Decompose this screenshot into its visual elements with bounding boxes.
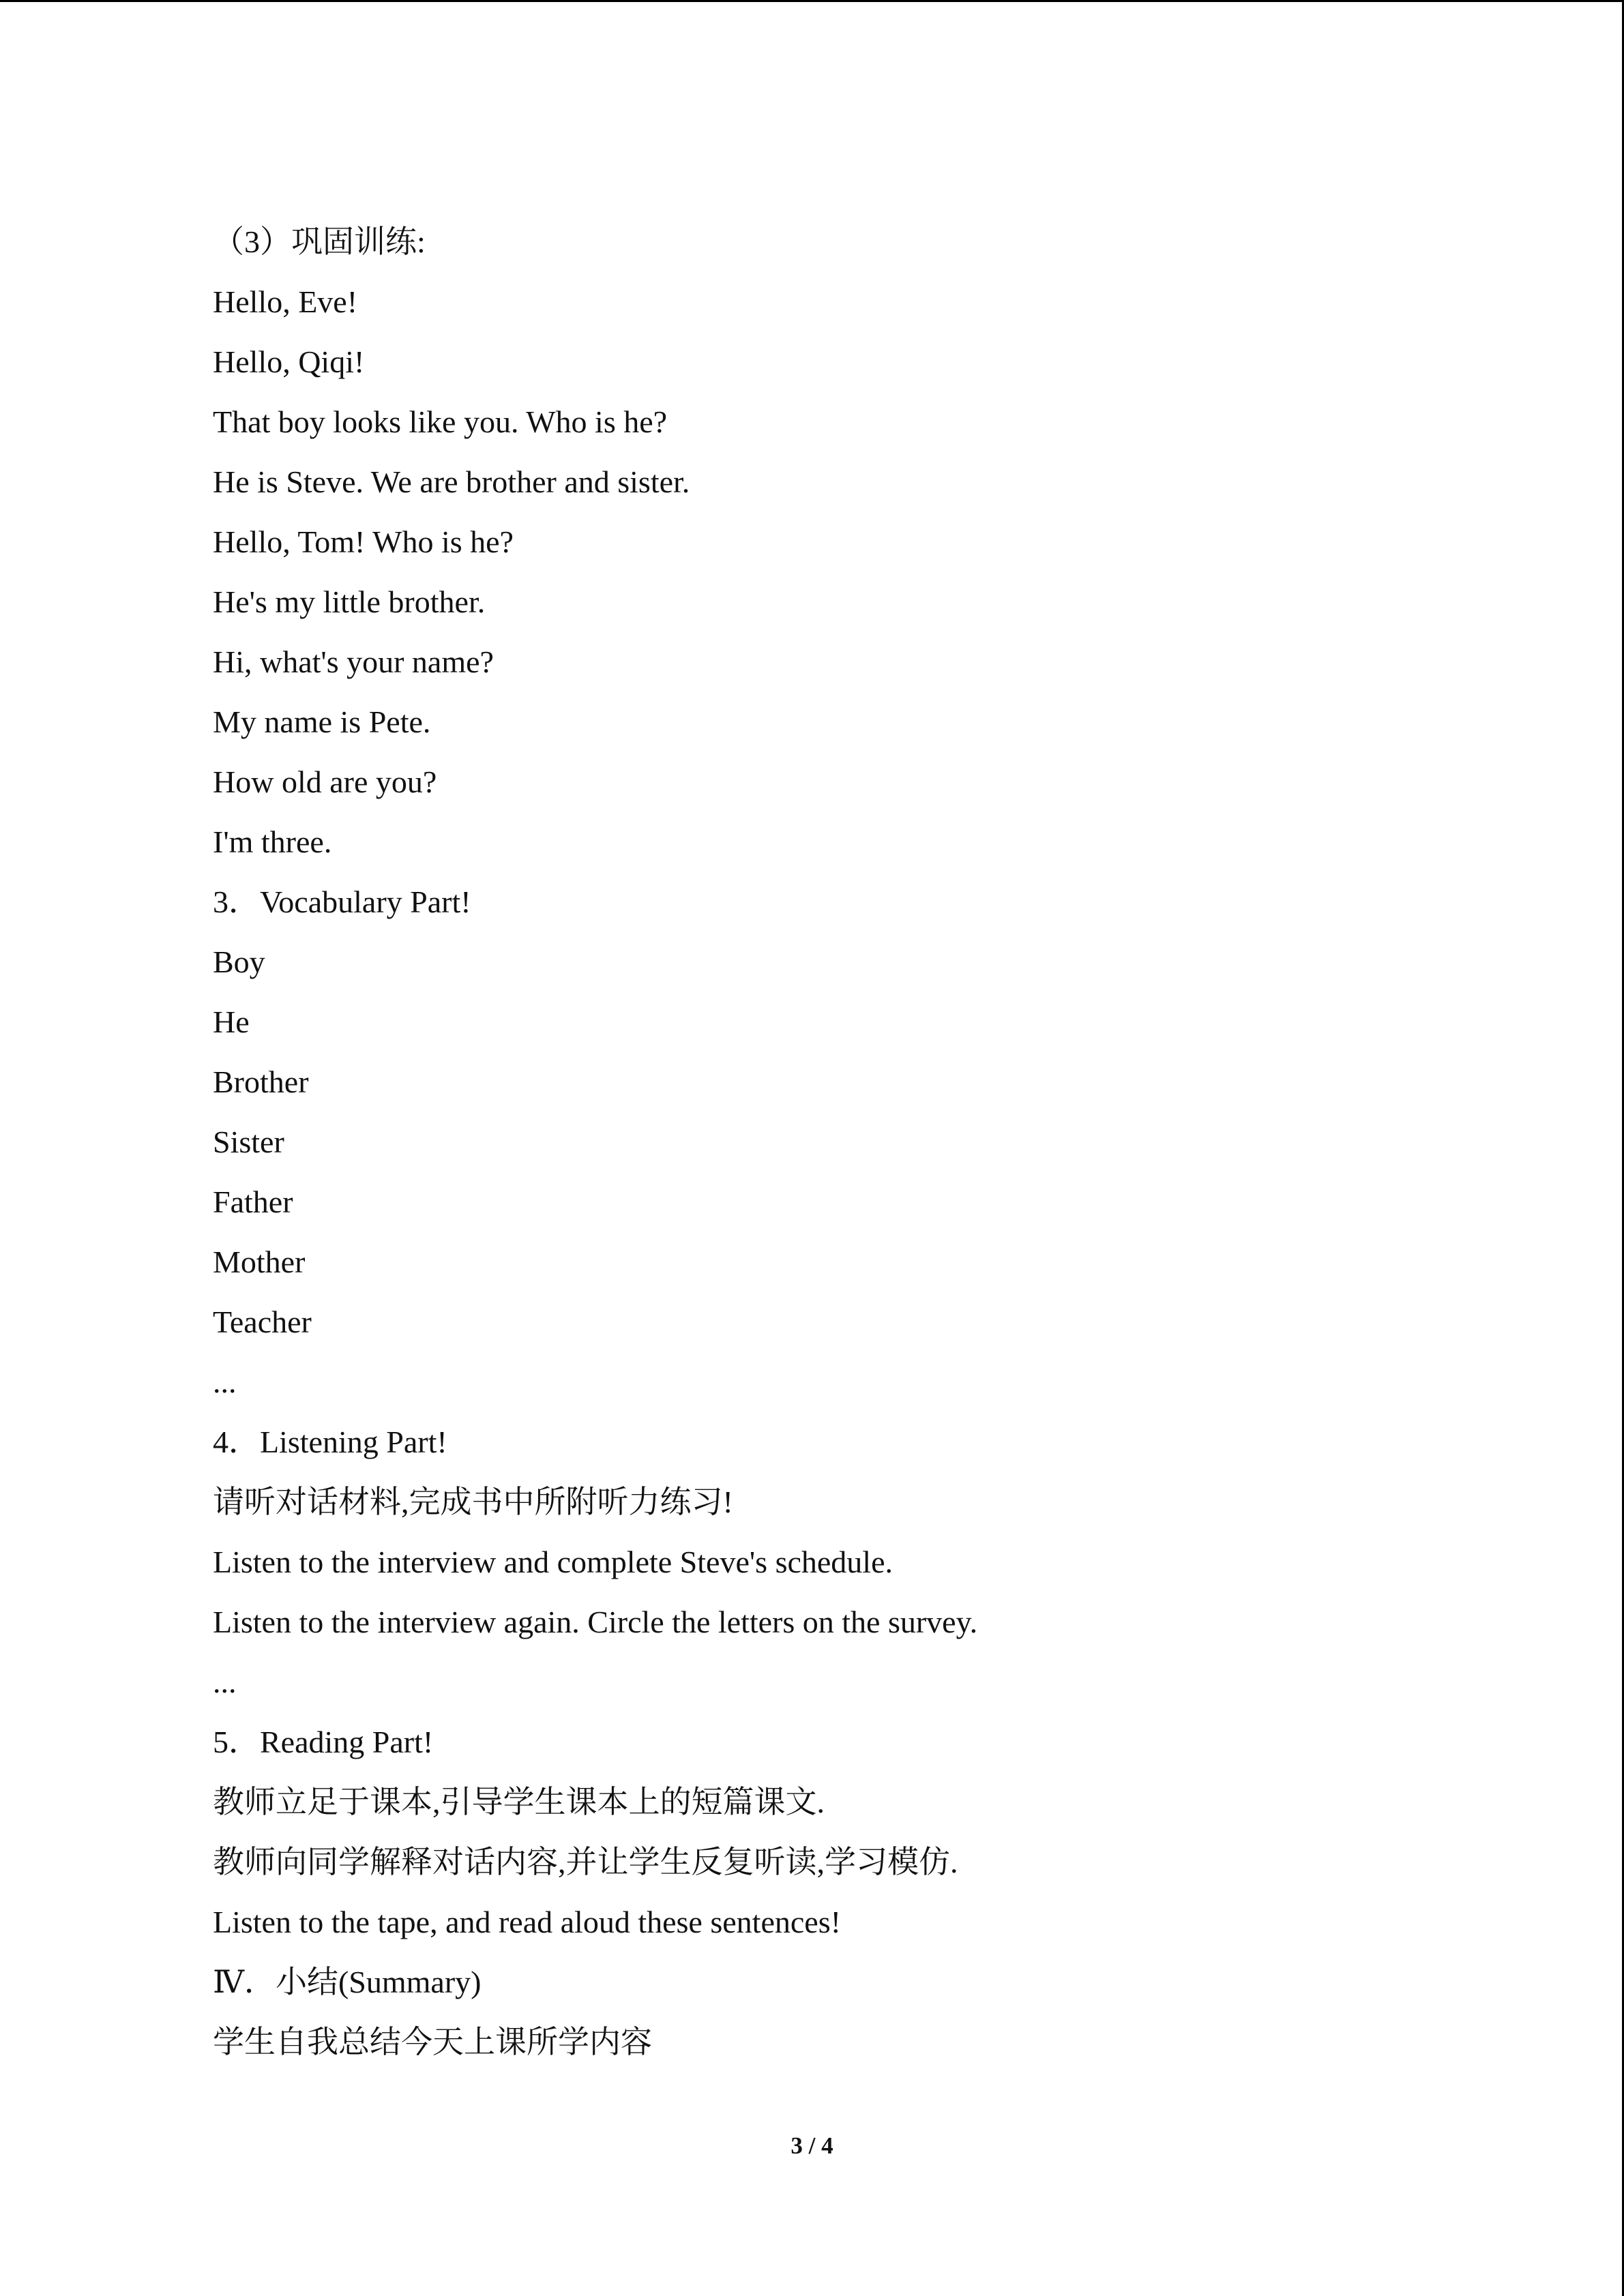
- subsection-heading-consolidation: （3）巩固训练:: [213, 224, 426, 259]
- section-heading-listening: 4．Listening Part!: [213, 1425, 447, 1459]
- dialogue-line: Hello, Eve!: [213, 284, 358, 319]
- section-heading-vocabulary: 3．Vocabulary Part!: [213, 884, 471, 919]
- vocabulary-item: He: [213, 1004, 250, 1039]
- paragraph: Listen to the interview again. Circle the letters on the survey.: [213, 1605, 978, 1639]
- vocabulary-item: Mother: [213, 1244, 306, 1279]
- ellipsis: ...: [213, 1665, 237, 1699]
- dialogue-line: I'm three.: [213, 824, 332, 859]
- section-heading-reading: 5．Reading Part!: [213, 1725, 434, 1759]
- dialogue-line: Hello, Qiqi!: [213, 344, 365, 379]
- vocabulary-item: Sister: [213, 1124, 284, 1159]
- paragraph: 教师立足于课本,引导学生课本上的短篇课文.: [213, 1785, 825, 1819]
- vocabulary-item: Father: [213, 1184, 293, 1219]
- dialogue-line: Hi, what's your name?: [213, 644, 494, 679]
- paragraph: 教师向同学解释对话内容,并让学生反复听读,学习模仿.: [213, 1845, 958, 1879]
- vocabulary-item: Teacher: [213, 1304, 312, 1339]
- paragraph: Listen to the interview and complete Steve's schedule.: [213, 1545, 893, 1579]
- dialogue-line: My name is Pete.: [213, 704, 431, 739]
- paragraph: 学生自我总结今天上课所学内容: [213, 2025, 652, 2059]
- dialogue-line: Hello, Tom! Who is he?: [213, 524, 514, 559]
- paragraph: Listen to the tape, and read aloud these sentences!: [213, 1905, 841, 1939]
- dialogue-line: He's my little brother.: [213, 584, 486, 619]
- document-body: [213, 212, 1509, 2072]
- vocabulary-item: Brother: [213, 1064, 309, 1099]
- page-number: 3 / 4: [791, 2132, 833, 2159]
- section-heading-summary: Ⅳ．小结(Summary): [213, 1965, 482, 1999]
- ellipsis: ...: [213, 1365, 237, 1399]
- dialogue-line: He is Steve. We are brother and sister.: [213, 464, 690, 499]
- dialogue-line: How old are you?: [213, 764, 437, 799]
- vocabulary-item: Boy: [213, 944, 265, 979]
- paragraph: 请听对话材料,完成书中所附听力练习!: [213, 1485, 733, 1519]
- dialogue-line: That boy looks like you. Who is he?: [213, 404, 668, 439]
